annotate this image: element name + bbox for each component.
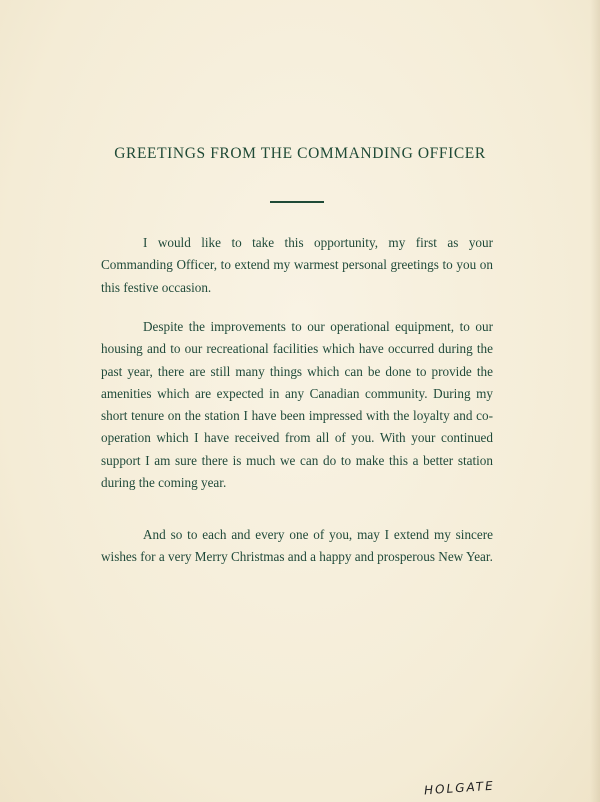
paragraph-improvements: Despite the improvements to our operational equipment, to our housing and to our recreational facilities which have occurred during the past year, there are still many things which can be done to provide the amenities which are expected in any Canadian community. During my short tenure on the station I have been impressed with the loyalty and co-operation which I have received from all of you. With your continued support I am sure there is much we can do to make this a better station during the coming year.: [101, 319, 493, 491]
paragraph-greeting: I would like to take this opportunity, my first as your Commanding Officer, to extend my warmest personal greetings to you on this festive occasion.: [101, 235, 493, 295]
handwritten-name: HOLGATE: [423, 778, 496, 798]
paper-edge-shadow: [590, 0, 600, 802]
paragraph-wishes: And so to each and every one of you, may I extend my sincere wishes for a very Merry Christmas and a happy and prosperous New Year.: [101, 527, 493, 565]
title-divider: [270, 201, 324, 203]
page-title: GREETINGS FROM THE COMMANDING OFFICER: [114, 145, 486, 162]
